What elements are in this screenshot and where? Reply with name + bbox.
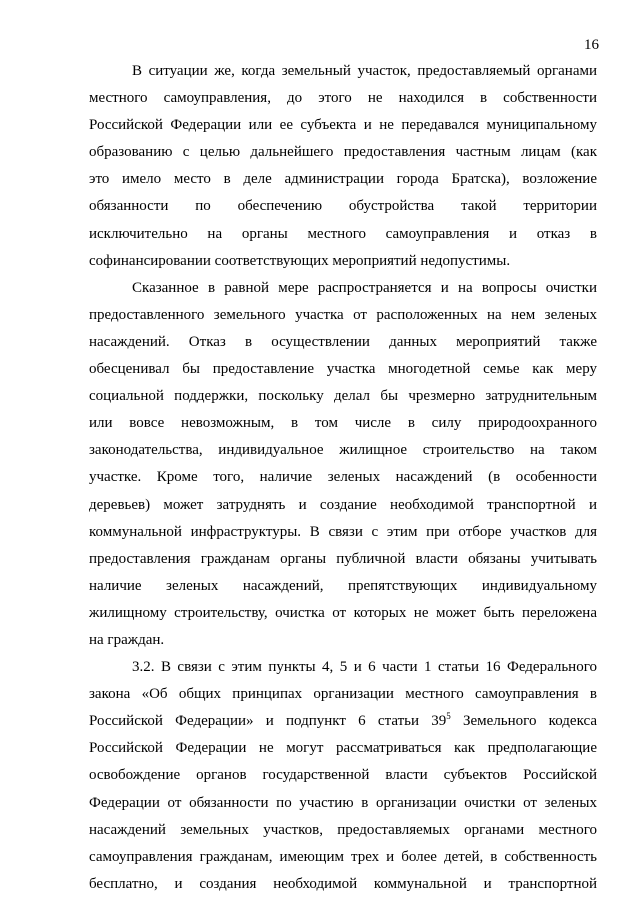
- paragraph-line: насаждений. Отказ в осуществлении данных мероприятий также: [89, 333, 597, 350]
- paragraph-line: обязанности по обеспечению обустройства такой территории: [89, 198, 597, 215]
- paragraph-line: 3.2. В связи с этим пункты 4, 5 и 6 части 1 статьи 16 Федерального: [132, 659, 597, 676]
- line-text-before-superscript: Российской Федерации» и подпункт 6 статьи 39: [89, 713, 447, 730]
- paragraph-line: закона «Об общих принципах организации местного самоуправления в: [89, 686, 597, 703]
- paragraph-line: коммунальной инфраструктуры. В связи с этим при отборе участков для: [89, 523, 597, 540]
- paragraph-line: деревьев) может затруднять и создание необходимой транспортной и: [89, 496, 597, 513]
- paragraph-line: социальной поддержки, поскольку делал бы чрезмерно затруднительным: [89, 388, 597, 405]
- paragraph-line: насаждений земельных участков, предоставляемых органами местного: [89, 821, 597, 838]
- paragraph-line: законодательства, индивидуальное жилищное строительство на таком: [89, 442, 597, 459]
- paragraph-line: бесплатно, и создания необходимой коммунальной и транспортной: [89, 875, 597, 892]
- paragraph-line: освобождение органов государственной власти субъектов Российской: [89, 767, 597, 784]
- paragraph-line: участке. Кроме того, наличие зеленых насаждений (в особенности: [89, 469, 597, 486]
- paragraph-line: Российской Федерации или ее субъекта и не передавался муниципальному: [89, 117, 597, 134]
- paragraph-line: самоуправления гражданам, имеющим трех и более детей, в собственность: [89, 848, 597, 865]
- paragraph-1: [89, 58, 597, 275]
- paragraph-line: или вовсе невозможным, в том числе в силу природоохранного: [89, 415, 597, 432]
- paragraph-line: на граждан.: [89, 631, 165, 648]
- paragraph-line: местного самоуправления, до этого не находился в собственности: [89, 90, 597, 107]
- paragraph-3: [89, 654, 597, 898]
- paragraph-line: софинансировании соответствующих мероприятий недопустимы.: [89, 252, 511, 269]
- paragraph-line: образованию с целью дальнейшего предоставления частным лицам (как: [89, 144, 597, 161]
- superscript: 5: [446, 711, 451, 722]
- paragraph-line: обесценивал бы предоставление участка многодетной семье как меру: [89, 361, 597, 378]
- paragraph-line-with-superscript: [89, 708, 597, 735]
- paragraph-2: [89, 275, 597, 654]
- paragraph-line: наличие зеленых насаждений, препятствующих индивидуальному: [89, 577, 597, 594]
- paragraph-line: Федерации от обязанности по участию в организации очистки от зеленых: [89, 794, 597, 811]
- paragraph-line: предоставления гражданам органы публичной власти обязаны учитывать: [89, 550, 597, 567]
- paragraph-line: это имело место в деле администрации города Братска), возложение: [89, 171, 597, 188]
- paragraph-line: жилищному строительству, очистка от которых не может быть переложена: [89, 604, 597, 621]
- paragraph-line: исключительно на органы местного самоуправления и отказ в: [89, 225, 597, 242]
- document-body: [89, 58, 597, 898]
- line-text-after-superscript: Земельного кодекса: [450, 713, 597, 730]
- page-number: 16: [584, 37, 599, 53]
- paragraph-line: Сказанное в равной мере распространяется и на вопросы очистки: [132, 279, 597, 296]
- paragraph-line: В ситуации же, когда земельный участок, предоставляемый органами: [132, 63, 597, 79]
- paragraph-line: Российской Федерации не могут рассматриваться как предполагающие: [89, 740, 597, 757]
- paragraph-line: предоставленного земельного участка от расположенных на нем зеленых: [89, 306, 597, 323]
